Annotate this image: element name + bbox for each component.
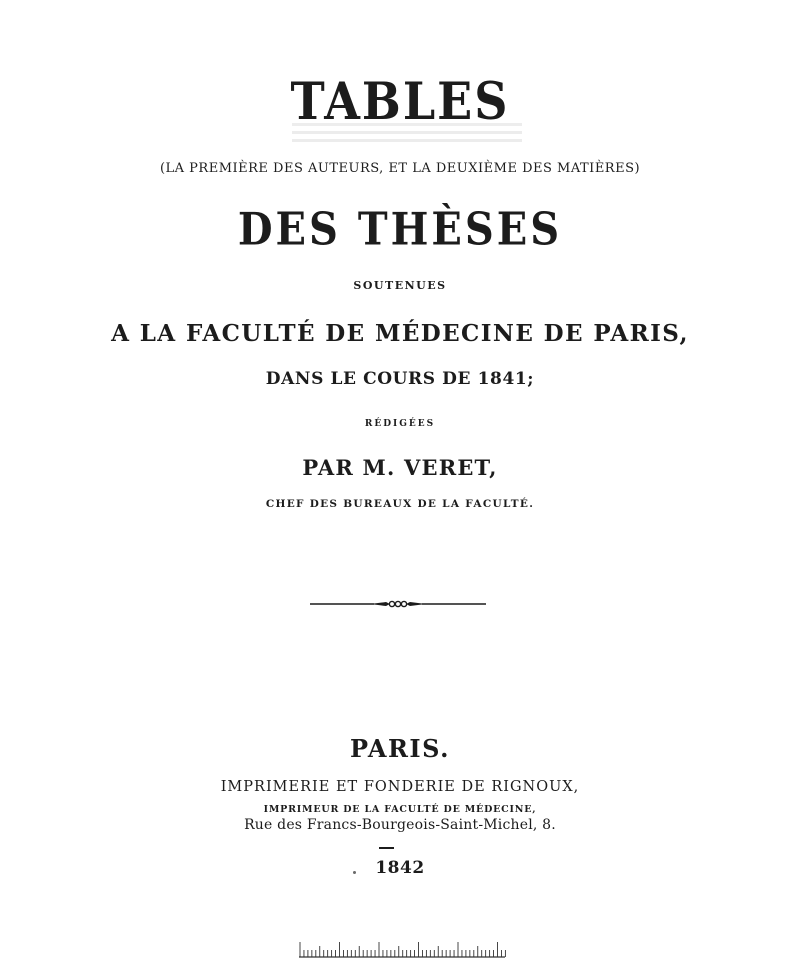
printer-role: IMPRIMEUR DE LA FACULTÉ DE MÉDECINE,	[263, 804, 537, 815]
second-title: DES THÈSES	[237, 203, 563, 256]
ink-speck	[353, 871, 356, 874]
subtitle-parenthetical: (LA PREMIÈRE DES AUTEURS, ET LA DEUXIÈME DES MATIÈRES)	[159, 161, 641, 176]
printer-line: IMPRIMERIE ET FONDERIE DE RIGNOUX,	[220, 779, 580, 795]
period-line: DANS LE COURS DE 1841;	[265, 369, 535, 389]
scale-ruler-icon	[298, 941, 506, 959]
ornamental-rule-icon	[308, 597, 488, 611]
printer-address: Rue des Francs-Bourgeois-Saint-Michel, 8.	[244, 817, 556, 833]
faculty-line: A LA FACULTÉ DE MÉDECINE DE PARIS,	[111, 320, 689, 347]
imprint-city: PARIS.	[350, 734, 450, 763]
author-title: CHEF DES BUREAUX DE LA FACULTÉ.	[265, 498, 535, 510]
show-through-mark	[292, 118, 522, 144]
redigees-line: RÉDIGÉES	[364, 419, 436, 429]
separator-dash	[379, 847, 394, 849]
soutenues-line: SOUTENUES	[353, 279, 447, 292]
author-line: PAR M. VERET,	[302, 455, 498, 480]
publication-year: 1842	[375, 858, 425, 878]
main-title: TABLES	[290, 70, 510, 132]
